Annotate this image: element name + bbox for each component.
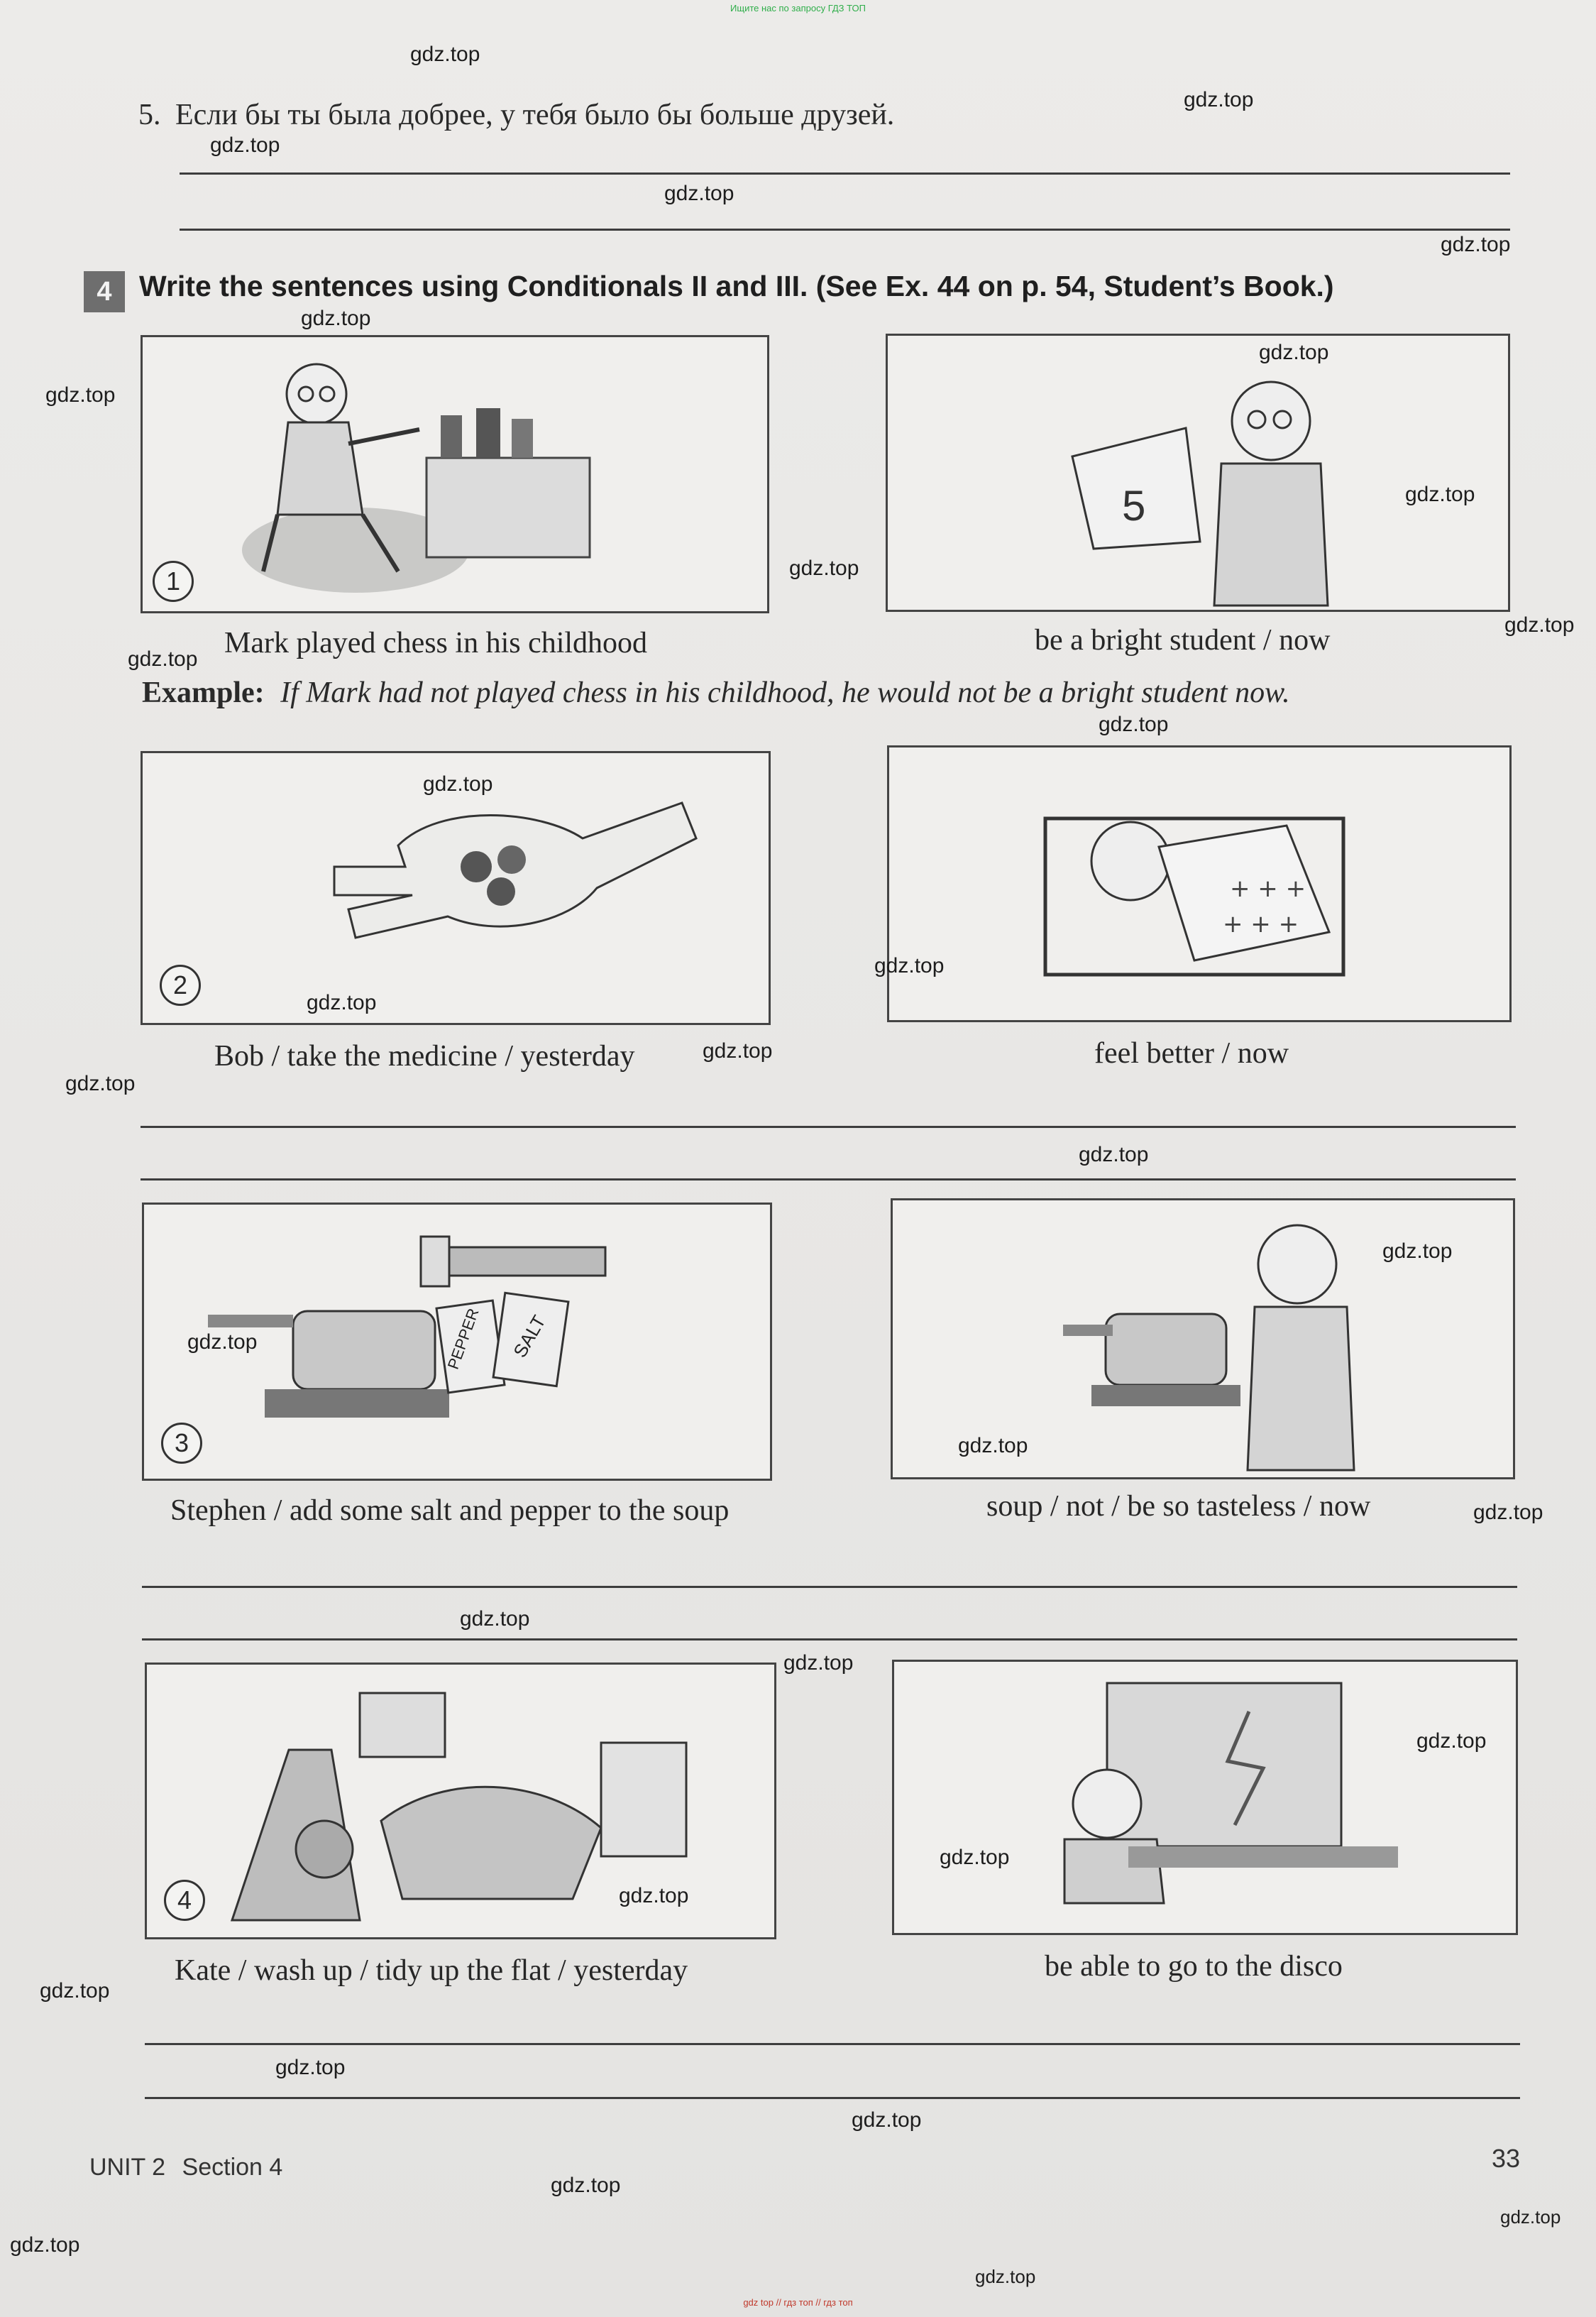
picture-2-right <box>887 745 1512 1022</box>
watermark: gdz.top <box>275 2056 346 2079</box>
sentence-5-text: Если бы ты была добрее, у тебя было бы больше друзей. <box>175 99 895 131</box>
answer-line-4b[interactable] <box>145 2097 1520 2099</box>
watermark: gdz.top <box>1416 1729 1487 1753</box>
top-banner: Ищите нас по запросу ГДЗ ТОП <box>730 3 866 13</box>
item-number-3: 3 <box>161 1423 202 1464</box>
student-with-grade-illustration <box>888 336 1512 614</box>
caption-4-right: be able to go to the disco <box>1045 1950 1343 1983</box>
watermark: gdz.top <box>551 2174 621 2197</box>
watermark: gdz.top <box>307 991 377 1014</box>
item-number-4: 4 <box>164 1880 205 1921</box>
salt-label: SALT <box>509 1311 550 1362</box>
watermark: gdz.top <box>852 2108 922 2132</box>
pepper-label: PEPPER <box>444 1305 483 1372</box>
caption-2-left: Bob / take the medicine / yesterday <box>214 1040 635 1073</box>
watermark: gdz.top <box>1504 613 1575 637</box>
watermark: gdz.top <box>619 1884 689 1907</box>
watermark: gdz.top <box>45 383 116 407</box>
girl-at-window-illustration <box>894 1662 1520 1937</box>
bottom-banner: gdz top // гдз топ // гдз топ <box>743 2297 853 2308</box>
watermark: gdz.top <box>874 954 945 977</box>
svg-text:+ + +: + + + <box>1230 875 1306 903</box>
watermark: gdz.top <box>783 1651 854 1675</box>
footer-unit-section <box>89 2154 282 2181</box>
boy-playing-chess-illustration <box>143 337 771 615</box>
svg-text:+ + +: + + + <box>1223 910 1299 938</box>
watermark: gdz.top <box>65 1072 136 1095</box>
footer-unit: UNIT 2 <box>89 2154 166 2181</box>
watermark: gdz.top <box>703 1039 773 1063</box>
watermark: gdz.top <box>40 1979 110 2003</box>
watermark: gdz.top <box>940 1846 1010 1869</box>
example-text: If Mark had not played chess in his childhood, he would not be a bright student now. <box>280 677 1290 709</box>
watermark: gdz.top <box>1473 1501 1543 1524</box>
watermark: gdz.top <box>1441 233 1511 256</box>
picture-1-right <box>886 334 1510 612</box>
caption-1-left: Mark played chess in his childhood <box>224 627 648 659</box>
exercise-title: Write the sentences using Conditionals II and III. (See Ex. 44 on p. 54, Student’s Book.) <box>139 270 1334 302</box>
answer-line-4a[interactable] <box>145 2043 1520 2045</box>
caption-4-left: Kate / wash up / tidy up the flat / yesterday <box>175 1954 688 1987</box>
answer-line-5b[interactable] <box>180 229 1510 231</box>
watermark: gdz.top <box>187 1330 258 1354</box>
watermark: gdz.top <box>1500 2206 1561 2228</box>
sentence-5-number: 5. <box>138 99 161 131</box>
watermark: gdz.top <box>460 1607 530 1631</box>
watermark: gdz.top <box>1405 483 1475 506</box>
answer-line-5a[interactable] <box>180 172 1510 175</box>
picture-4-right <box>892 1660 1518 1935</box>
watermark: gdz.top <box>1259 341 1329 364</box>
watermark: gdz.top <box>1099 713 1169 736</box>
watermark: gdz.top <box>423 772 493 796</box>
exercise-number-badge: 4 <box>84 271 125 312</box>
watermark: gdz.top <box>128 647 198 671</box>
item-number-2: 2 <box>160 965 201 1006</box>
footer-section: Section 4 <box>182 2154 283 2181</box>
example-label: Example: <box>142 677 265 709</box>
answer-line-2b[interactable] <box>141 1178 1516 1181</box>
picture-1-left <box>141 335 769 613</box>
watermark: gdz.top <box>301 307 371 330</box>
sentence-5 <box>138 98 894 132</box>
watermark: gdz.top <box>1382 1239 1453 1263</box>
watermark: gdz.top <box>789 557 859 580</box>
caption-3-right: soup / not / be so tasteless / now <box>986 1490 1371 1523</box>
watermark: gdz.top <box>410 43 480 66</box>
watermark: gdz.top <box>1079 1143 1149 1166</box>
grade-mark: 5 <box>1122 482 1146 530</box>
page-number: 33 <box>1492 2144 1521 2173</box>
caption-3-left: Stephen / add some salt and pepper to the soup <box>170 1494 730 1527</box>
sick-boy-in-bed-illustration <box>889 747 1514 1024</box>
watermark: gdz.top <box>664 182 734 205</box>
watermark: gdz.top <box>210 133 280 157</box>
answer-line-2a[interactable] <box>141 1126 1516 1128</box>
watermark: gdz.top <box>958 1434 1028 1457</box>
answer-line-3b[interactable] <box>142 1638 1517 1640</box>
answer-line-3a[interactable] <box>142 1586 1517 1588</box>
item-number-1: 1 <box>153 561 194 602</box>
caption-1-right: be a bright student / now <box>1035 624 1331 657</box>
watermark: gdz.top <box>1184 88 1254 111</box>
watermark: gdz.top <box>10 2233 80 2257</box>
watermark: gdz.top <box>975 2266 1036 2287</box>
caption-2-right: feel better / now <box>1094 1037 1289 1070</box>
example-sentence <box>142 676 1290 710</box>
